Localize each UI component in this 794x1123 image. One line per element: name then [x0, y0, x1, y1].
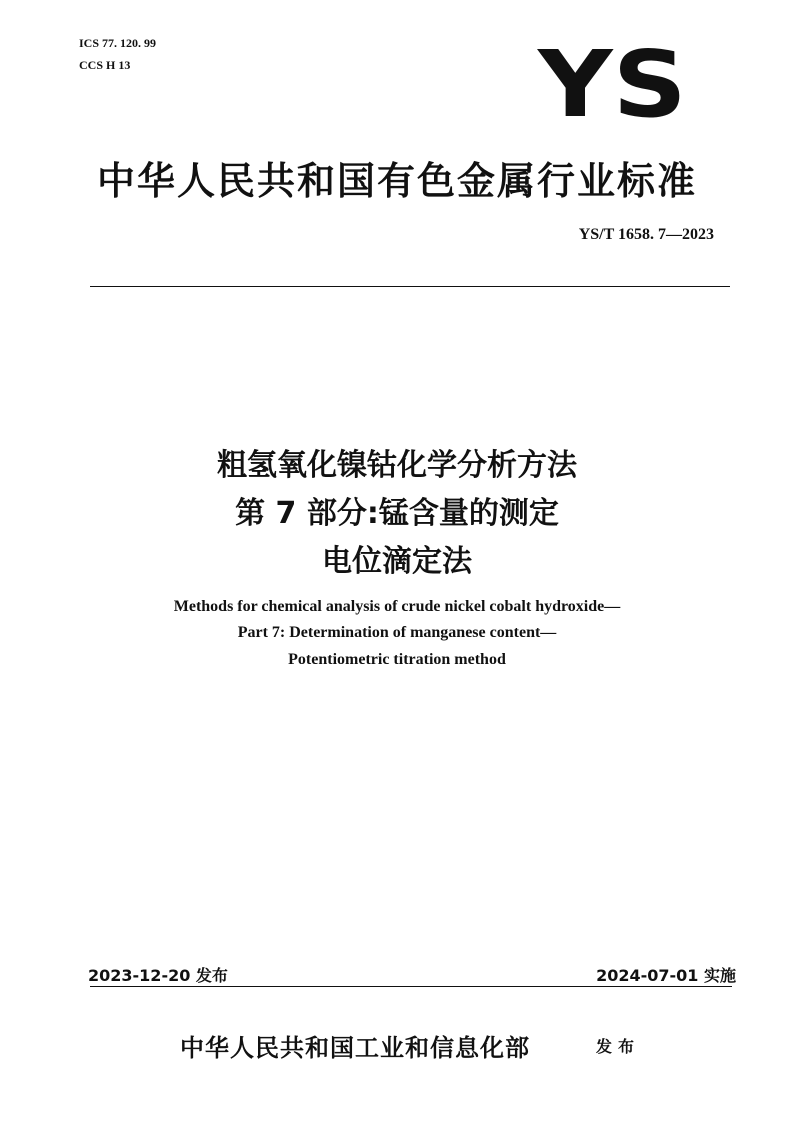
standard-number: YS/T 1658. 7—2023: [578, 226, 714, 243]
english-title-line-1: Methods for chemical analysis of crude nickel cobalt hydroxide—: [173, 598, 621, 615]
chinese-title-line-1: 粗氢氧化镍钴化学分析方法: [217, 448, 577, 483]
top-divider: [90, 286, 730, 287]
publisher-name: 中华人民共和国工业和信息化部: [180, 1036, 530, 1062]
issue-date: 2023-12-20 发布: [88, 966, 228, 985]
english-title-line-2: Part 7: Determination of manganese content—: [237, 624, 557, 641]
ccs-code: CCS H 13: [79, 58, 131, 72]
english-title-line-3: Potentiometric titration method: [288, 651, 506, 668]
ics-code: ICS 77. 120. 99: [79, 36, 157, 50]
implementation-date: 2024-07-01 实施: [596, 966, 736, 985]
chinese-title-line-2: 第 7 部分:锰含量的测定: [235, 496, 559, 531]
ys-logo: YS: [538, 31, 687, 138]
chinese-title-line-3: 电位滴定法: [322, 544, 472, 579]
publish-label: 发布: [596, 1039, 641, 1056]
bottom-divider: [90, 986, 732, 987]
standard-category-title: 中华人民共和国有色金属行业标准: [96, 159, 697, 203]
